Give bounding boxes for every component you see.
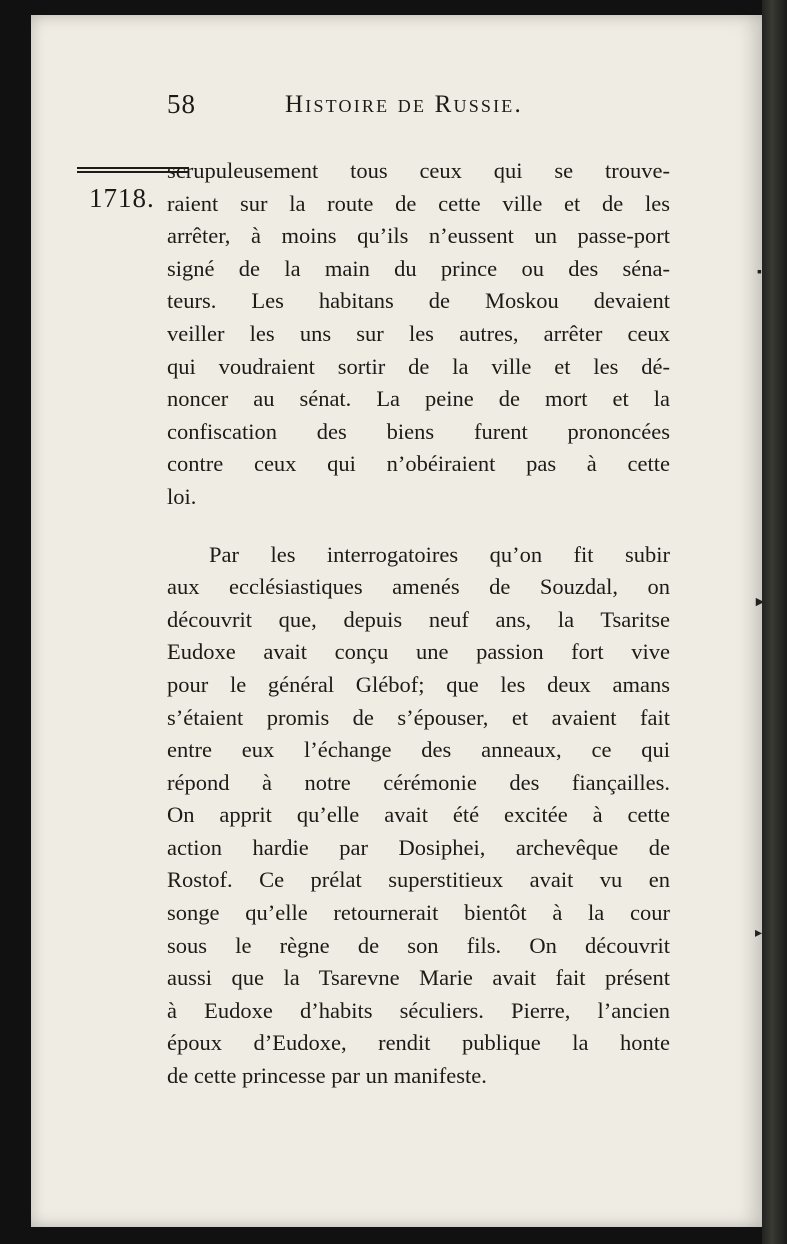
scan-speck: ► [753, 595, 767, 610]
text-line: scrupuleusement tous ceux qui se trouve- [167, 158, 670, 183]
text-line: Rostof. Ce prélat superstitieux avait vu en [167, 867, 670, 893]
page-number: 58 [167, 89, 196, 119]
text-line: découvrit que, depuis neuf ans, la Tsaritse [167, 606, 670, 632]
paragraph [167, 539, 670, 1093]
text-line: arrêter, à moins qu’ils n’eussent un passe-port [167, 223, 670, 249]
text-line: aux ecclésiastiques amenés de Souzdal, on [167, 574, 670, 600]
text-line: à Eudoxe d’habits séculiers. Pierre, l’ancien [167, 997, 670, 1023]
text-line: entre eux l’échange des anneaux, ce qui [167, 737, 670, 763]
text-line: sous le règne de son fils. On découvrit [167, 932, 670, 958]
text-line: action hardie par Dosiphei, archevêque de [167, 834, 670, 860]
scan-speck: ▪ [757, 265, 762, 280]
text-line: époux d’Eudoxe, rendit publique la honte [167, 1030, 670, 1056]
page-header [167, 89, 687, 129]
margin-year: 1718. [89, 183, 155, 213]
text-line: de cette princesse par un manifeste. [167, 1063, 487, 1089]
text-line: Eudoxe avait conçu une passion fort vive [167, 639, 670, 665]
scan-speck: ▸ [755, 926, 763, 941]
text-line: signé de la main du prince ou des séna- [167, 255, 670, 281]
text-line: noncer au sénat. La peine de mort et la [167, 386, 670, 412]
text-line: confiscation des biens furent prononcées [167, 418, 670, 444]
scan-background-edge [762, 0, 787, 1244]
text-line: teurs. Les habitans de Moskou devaient [167, 288, 670, 314]
text-line: loi. [167, 483, 197, 509]
body-text [167, 155, 670, 1093]
text-line: songe qu’elle retournerait bientôt à la cour [167, 900, 670, 926]
text-line: veiller les uns sur les autres, arrêter ceux [167, 320, 670, 346]
text-line: raient sur la route de cette ville et de les [167, 190, 670, 216]
text-line: aussi que la Tsarevne Marie avait fait présent [167, 965, 670, 991]
paragraph [167, 155, 670, 514]
text-line: contre ceux qui n’obéiraient pas à cette [167, 451, 670, 477]
text-line: qui voudraient sortir de la ville et les dé- [167, 353, 670, 379]
running-title: Histoire de Russie. [285, 91, 523, 118]
text-line: s’étaient promis de s’épouser, et avaient fait [167, 704, 670, 730]
text-line: pour le général Glébof; que les deux amans [167, 671, 670, 697]
book-page [31, 15, 767, 1227]
text-line: On apprit qu’elle avait été excitée à cette [167, 802, 670, 828]
text-line: Par les interrogatoires qu’on fit subir [209, 541, 670, 567]
text-line: répond à notre cérémonie des fiançailles. [167, 769, 670, 795]
